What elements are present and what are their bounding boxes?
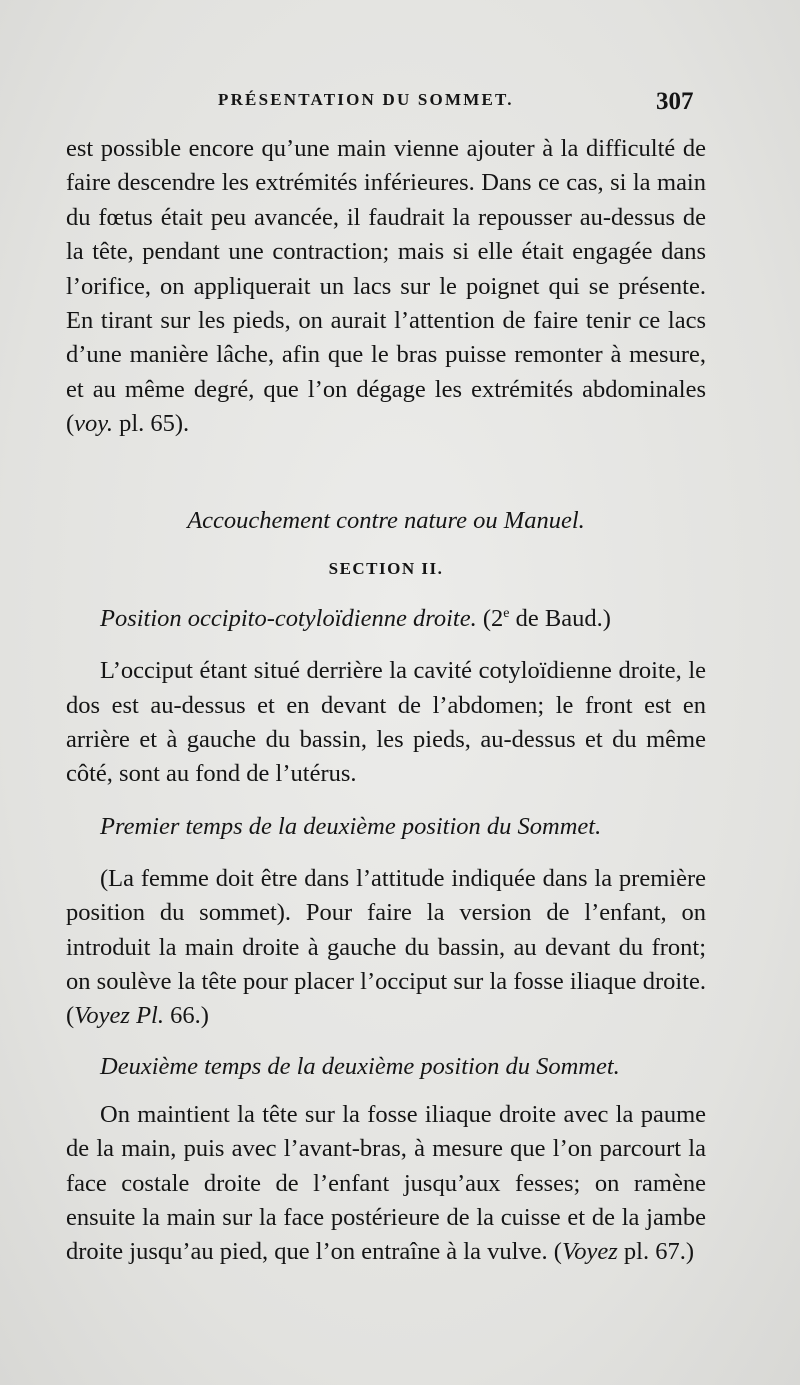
page-header (0, 88, 800, 118)
section-heading: SECTION II. (328, 559, 444, 578)
reference-italic: voy. (74, 410, 113, 438)
paragraph-text: On maintient la tête sur la fosse iliaque droite avec la paume de la main, puis avec l’avant-bras, à mesure que l’on parcourt la face costale droite de l’enfant jusqu’aux fesses; on ramène ensuite la main sur la face postérieure de la cuisse et de la jambe droite jusqu’au pied, que l’on entraîne à la vulve. ( (66, 1100, 706, 1266)
page-body (66, 132, 706, 1270)
paragraph-text-end: 66.) (163, 1002, 209, 1030)
paragraph-continuation (66, 132, 706, 482)
position-title-italic: Position occipito-cotyloïdienne droite. (100, 605, 477, 633)
position-title-superscript: e (503, 606, 510, 621)
paragraph-text: (La femme doit être dans l’attitude indiquée dans la première position du sommet). Pour faire la version de l’enfant, on introduit la main droite à gauche du bassin, au devant du front; on soulève la tête pour placer l’occiput sur la fosse iliaque droite. ( (66, 864, 706, 1030)
paragraph-text-end: pl. 67.) (617, 1238, 694, 1266)
reference-italic: Voyez Pl. (74, 1002, 164, 1030)
reference-italic: Voyez (561, 1238, 618, 1266)
paragraph-text-end: pl. 65). (112, 410, 190, 438)
paragraph-version (66, 862, 706, 1034)
paragraph-maintain (66, 1098, 706, 1270)
position-title-rest: (2 (476, 605, 504, 633)
paragraph-text: est possible encore qu’une main vienne ajouter à la difficulté de faire descendre les extrémités inférieures. Dans ce cas, si la main du fœtus était peu avancée, il faudrait la repousser au-dessus de la tête, pendant une contraction; mais si elle était engagée dans l’orifice, on appliquerait un lacs sur le poignet qui se présente. En tirant sur les pieds, on aurait l’attention de faire tenir ce lacs d’une manière lâche, afin que le bras puisse remonter à mesure, et au même degré, que l’on dégage les extrémités abdominales ( (66, 135, 706, 438)
page-number: 307 (656, 88, 694, 115)
position-title (66, 599, 706, 634)
subheading-second-stage: Deuxième temps de la deuxième position du Sommet. (100, 1052, 620, 1080)
paragraph-occiput: L’occiput étant situé derrière la cavité cotyloïdienne droite, le dos est au-dessus et en devant de l’abdomen; le front est en arrière et à gauche du bassin, les pieds, au-dessus et du même côté, sont au fond de l’utérus. (66, 657, 706, 788)
running-title: PRÉSENTATION DU SOMMET. (218, 90, 514, 109)
position-title-rest-end: de Baud.) (509, 605, 611, 633)
chapter-title: Accouchement contre nature ou Manuel. (187, 507, 585, 534)
subheading-first-stage: Premier temps de la deuxième position du Sommet. (100, 812, 602, 840)
